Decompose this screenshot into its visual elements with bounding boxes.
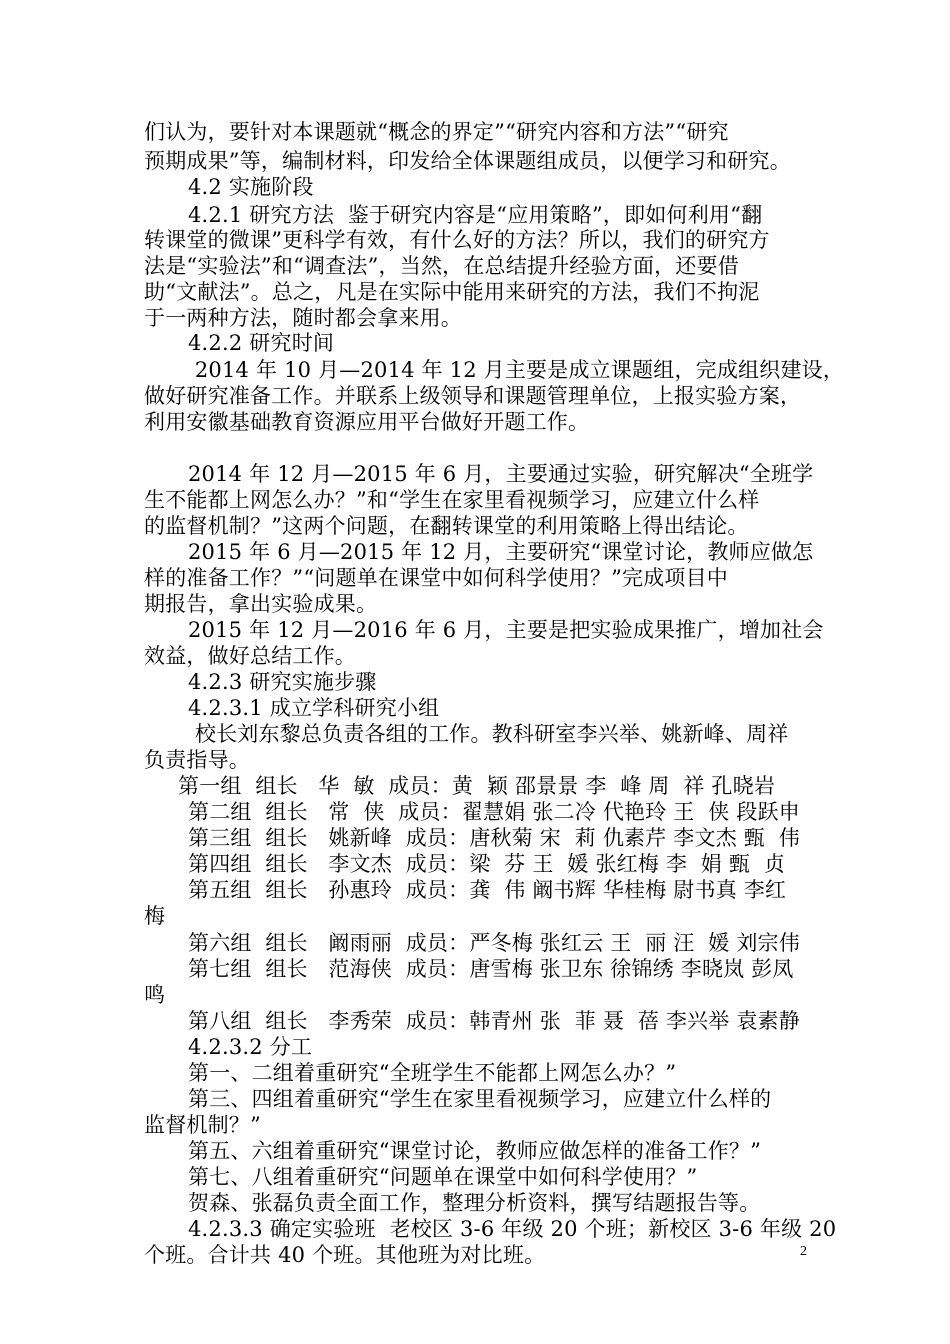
group-line: 第五组 组长 孙惠玲 成员：龚 伟 阚书辉 华桂梅 尉书真 李红 — [188, 878, 787, 902]
group-line: 梅 — [144, 904, 166, 928]
group-line: 第一组 组长 华 敏 成员：黄 颖 邵景景 李 峰 周 祥 孔晓岩 — [178, 774, 776, 798]
text-line: 4.2.1 研究方法 鉴于研究内容是“应用策略”，即如何利用“翻 — [188, 203, 763, 227]
text-line: 做好研究准备工作。并联系上级领导和课题管理单位，上报实验方案， — [144, 384, 802, 408]
text-line: 贺森、张磊负责全面工作，整理分析资料，撰写结题报告等。 — [188, 1191, 761, 1215]
text-line: 转课堂的微课”更科学有效，有什么好的方法？所以，我们的研究方 — [144, 228, 770, 252]
text-line: 第七、八组着重研究“问题单在课堂中如何科学使用？” — [188, 1165, 698, 1189]
text-line: 利用安徽基础教育资源应用平台做好开题工作。 — [144, 410, 590, 434]
page-number: 2 — [800, 1244, 807, 1259]
text-line: 第三、四组着重研究“学生在家里看视频学习，应建立什么样的 — [188, 1087, 772, 1111]
text-line: 2015 年 12 月—2016 年 6 月，主要是把实验成果推广，增加社会 — [188, 618, 824, 642]
text-line: 第一、二组着重研究“全班学生不能都上网怎么办？” — [188, 1061, 677, 1085]
text-line: 样的准备工作？”“问题单在课堂中如何科学使用？”完成项目中 — [144, 566, 729, 590]
text-line: 的监督机制？”这两个问题，在翻转课堂的利用策略上得出结论。 — [144, 514, 749, 538]
text-line: 预期成果”等，编制材料，印发给全体课题组成员，以便学习和研究。 — [144, 149, 791, 173]
text-line: 监督机制？” — [144, 1113, 261, 1137]
group-line: 第七组 组长 范海侠 成员：唐雪梅 张卫东 徐锦绣 李晓岚 彭凤 — [188, 957, 794, 981]
text-line: 们认为，要针对本课题就“概念的界定”“研究内容和方法”“研究 — [144, 120, 729, 144]
text-line: 期报告，拿出实验成果。 — [144, 592, 378, 616]
section-heading: 4.2 实施阶段 — [188, 175, 314, 199]
text-line: 个班。合计共 40 个班。其他班为对比班。 — [144, 1243, 546, 1267]
text-line: 校长刘东黎总负责各组的工作。教科研室李兴举、姚新峰、周祥 — [188, 722, 789, 746]
text-line: 法是“实验法”和“调查法”，当然，在总结提升经验方面，还要借 — [144, 254, 739, 278]
section-heading: 4.2.3 研究实施步骤 — [188, 670, 377, 694]
group-line: 第八组 组长 李秀荣 成员：韩青州 张 菲 聂 蓓 李兴举 袁素静 — [188, 1009, 800, 1033]
text-line: 2015 年 6 月—2015 年 12 月，主要研究“课堂讨论，教师应做怎 — [188, 540, 814, 564]
text-line: 负责指导。 — [144, 748, 250, 772]
group-line: 第二组 组长 常 侠 成员：翟慧娟 张二冷 代艳玲 王 侠 段跃申 — [188, 800, 800, 824]
text-line: 效益，做好总结工作。 — [144, 644, 356, 668]
text-line: 于一两种方法，随时都会拿来用。 — [144, 306, 462, 330]
group-line: 第三组 组长 姚新峰 成员：唐秋菊 宋 莉 仇素芹 李文杰 甄 伟 — [188, 826, 800, 850]
group-line: 第四组 组长 李文杰 成员：梁 芬 王 媛 张红梅 李 娟 甄 贞 — [188, 852, 786, 876]
section-heading: 4.2.2 研究时间 — [188, 331, 335, 355]
section-heading: 4.2.3.1 成立学科研究小组 — [188, 696, 440, 720]
text-line: 2014 年 12 月—2015 年 6 月，主要通过实验，研究解决“全班学 — [188, 462, 814, 486]
text-line: 生不能都上网怎么办？”和“学生在家里看视频学习，应建立什么样 — [144, 488, 760, 512]
section-heading: 4.2.3.2 分工 — [188, 1035, 313, 1059]
group-line: 鸣 — [144, 983, 166, 1007]
group-line: 第六组 组长 阚雨丽 成员：严冬梅 张红云 王 丽 汪 媛 刘宗伟 — [188, 931, 800, 955]
text-line: 2014 年 10 月—2014 年 12 月主要是成立课题组，完成组织建设， — [188, 358, 845, 382]
text-line: 第五、六组着重研究“课堂讨论，教师应做怎样的准备工作？” — [188, 1139, 762, 1163]
text-line: 4.2.3.3 确定实验班 老校区 3-6 年级 20 个班；新校区 3-6 年级 20 — [188, 1217, 837, 1241]
text-line: 助“文献法”。总之，凡是在实际中能用来研究的方法，我们不拘泥 — [144, 280, 760, 304]
